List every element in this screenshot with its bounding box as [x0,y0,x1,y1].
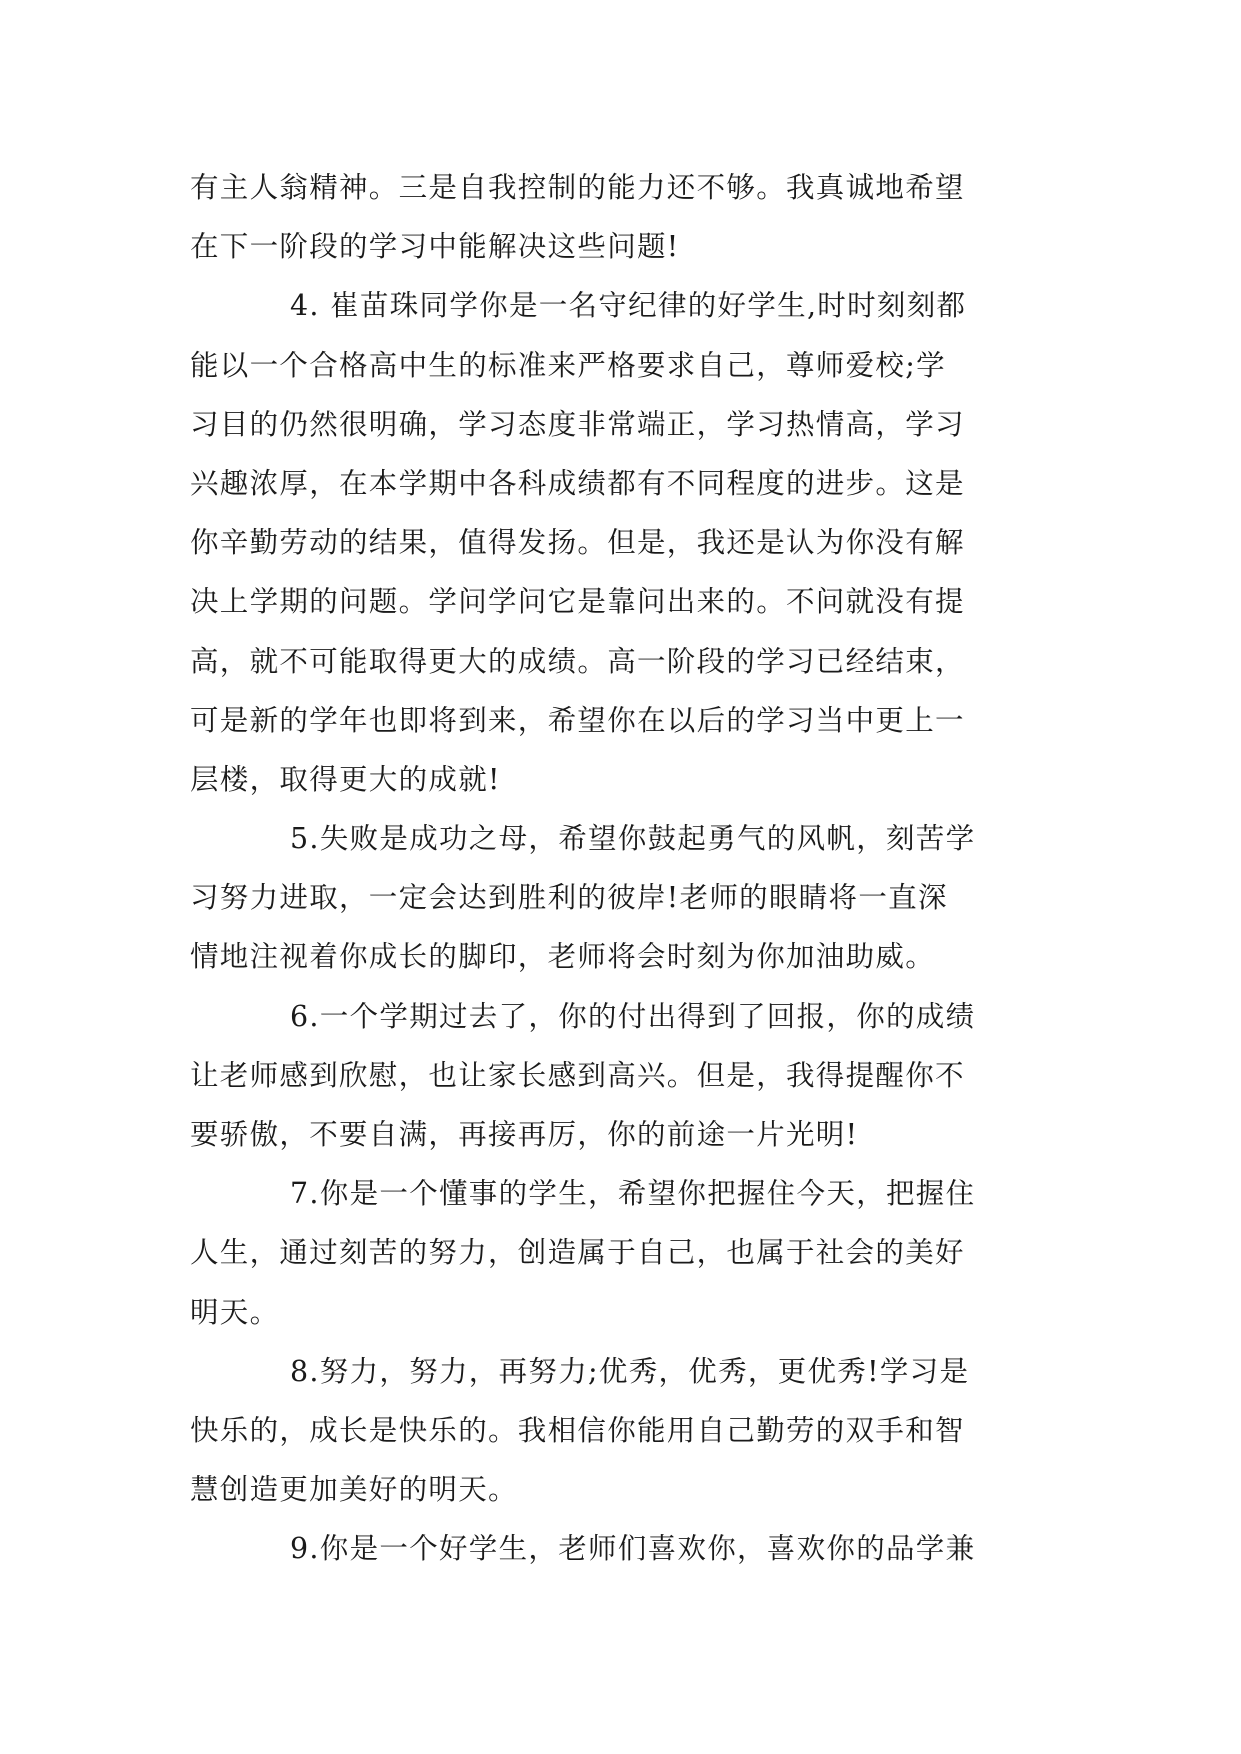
paragraph-start-line: 7.你是一个懂事的学生，希望你把握住今天，把握住 [290,1177,976,1211]
paragraph-start-line: 9.你是一个好学生，老师们喜欢你，喜欢你的品学兼 [290,1532,976,1566]
text-line: 快乐的，成长是快乐的。我相信你能用自己勤劳的双手和智 [190,1413,965,1447]
text-line: 你辛勤劳动的结果，值得发扬。但是，我还是认为你没有解 [190,526,965,560]
paragraph-start-line: 8.努力，努力，再努力;优秀，优秀，更优秀!学习是 [290,1354,970,1388]
text-line: 有主人翁精神。三是自我控制的能力还不够。我真诚地希望 [190,171,965,204]
text-line: 慧创造更加美好的明天。 [190,1473,518,1507]
text-line: 习目的仍然很明确，学习态度非常端正，学习热情高，学习 [190,407,965,441]
text-line: 要骄傲，不要自满，再接再厉，你的前途一片光明! [190,1118,859,1151]
document-body [190,158,1050,1579]
text-line: 层楼，取得更大的成就! [190,762,501,796]
text-line: 情地注视着你成长的脚印，老师将会时刻为你加油助威。 [190,940,936,974]
paragraph-start-line: 5.失败是成功之母，希望你鼓起勇气的风帆，刻苦学 [290,822,976,856]
text-line: 兴趣浓厚，在本学期中各科成绩都有不同程度的进步。这是 [190,466,965,500]
paragraph-start-line: 4. 崔苗珠同学你是一名守纪律的好学生,时时刻刻都 [290,289,967,323]
text-line: 高，就不可能取得更大的成绩。高一阶段的学习已经结束， [190,644,965,678]
text-line: 决上学期的问题。学问学问它是靠问出来的。不问就没有提 [190,585,965,619]
text-line: 人生，通过刻苦的努力，创造属于自己，也属于社会的美好 [190,1236,965,1270]
text-line: 能以一个合格高中生的标准来严格要求自己，尊师爱校;学 [190,348,946,382]
paragraph-start-line: 6.一个学期过去了，你的付出得到了回报，你的成绩 [290,999,976,1033]
text-line: 可是新的学年也即将到来，希望你在以后的学习当中更上一 [190,703,965,737]
text-line: 在下一阶段的学习中能解决这些问题! [190,230,680,264]
text-line: 让老师感到欣慰，也让家长感到高兴。但是，我得提醒你不 [190,1058,965,1092]
text-line: 习努力进取，一定会达到胜利的彼岸!老师的眼睛将一直深 [190,881,948,915]
text-line: 明天。 [190,1295,280,1329]
